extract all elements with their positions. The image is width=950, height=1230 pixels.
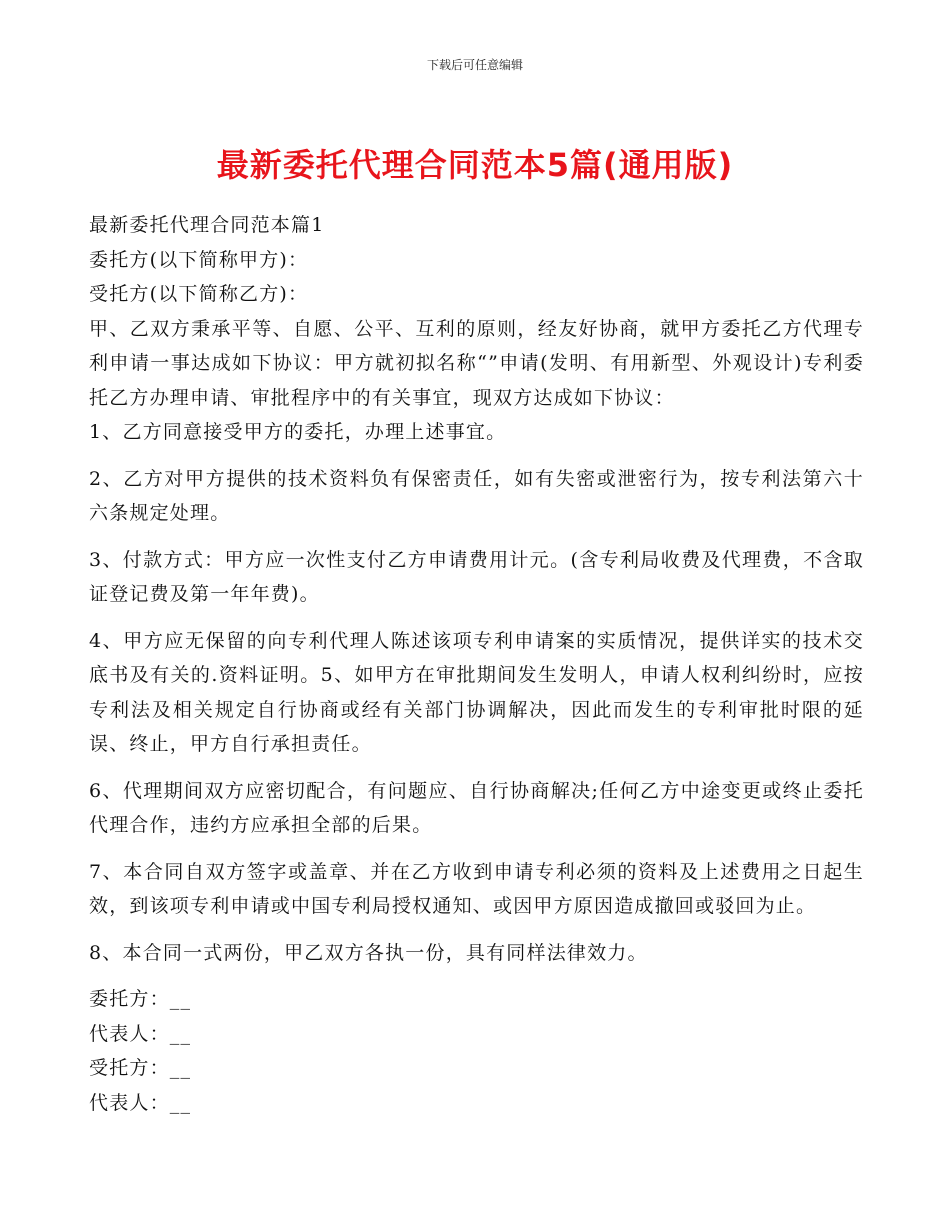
document-body	[89, 208, 864, 1120]
signature-line-representative-b: 代表人：__	[89, 1091, 192, 1114]
clause-1: 1、乙方同意接受甲方的委托，办理上述事宜。	[89, 421, 507, 443]
intro-paragraph: 甲、乙双方秉承平等、自愿、公平、互利的原则，经友好协商，就甲方委托乙方代理专利申请一事达成如下协议：甲方就初拟名称“”申请(发明、有用新型、外观设计)专利委托乙方办理申请、审批程序中的有关事宜，现双方达成如下协议：	[89, 317, 864, 409]
clause-7: 7、本合同自双方签字或盖章、并在乙方收到申请专利必须的资料及上述费用之日起生效，到该项专利申请或中国专利局授权通知、或因甲方原因造成撤回或驳回为止。	[89, 860, 864, 917]
signature-line-representative-a: 代表人：__	[89, 1022, 192, 1045]
signature-block	[89, 982, 864, 1120]
clause-8: 8、本合同一式两份，甲乙双方各执一份，具有同样法律效力。	[89, 941, 648, 964]
signature-line-entrusted-party: 受托方：__	[89, 1057, 192, 1079]
party-b-line: 受托方(以下简称乙方)：	[89, 283, 309, 305]
clause-4-5: 4、甲方应无保留的向专利代理人陈述该项专利申请案的实质情况，提供详实的技术交底书及有关的.资料证明。5、如甲方在审批期间发生发明人，申请人权利纠纷时，应按专利法及相关规定自行协商或经有关部门协调解决，因此而发生的专利审批时限的延误、终止，甲方自行承担责任。	[89, 629, 864, 755]
clause-6: 6、代理期间双方应密切配合，有问题应、自行协商解决;任何乙方中途变更或终止委托代理合作，违约方应承担全部的后果。	[89, 779, 864, 836]
party-a-line: 委托方(以下简称甲方)：	[89, 248, 309, 271]
section-heading: 最新委托代理合同范本篇1	[89, 214, 325, 236]
header-note: 下载后可任意编辑	[426, 58, 523, 72]
clause-2: 2、乙方对甲方提供的技术资料负有保密责任，如有失密或泄密行为，按专利法第六十六条规定处理。	[89, 467, 864, 524]
clause-3: 3、付款方式：甲方应一次性支付乙方申请费用计元。(含专利局收费及代理费，不含取证登记费及第一年年费)。	[89, 548, 864, 605]
signature-line-entrusting-party: 委托方：__	[89, 988, 192, 1010]
document-title: 最新委托代理合同范本5篇(通用版)	[216, 146, 734, 184]
